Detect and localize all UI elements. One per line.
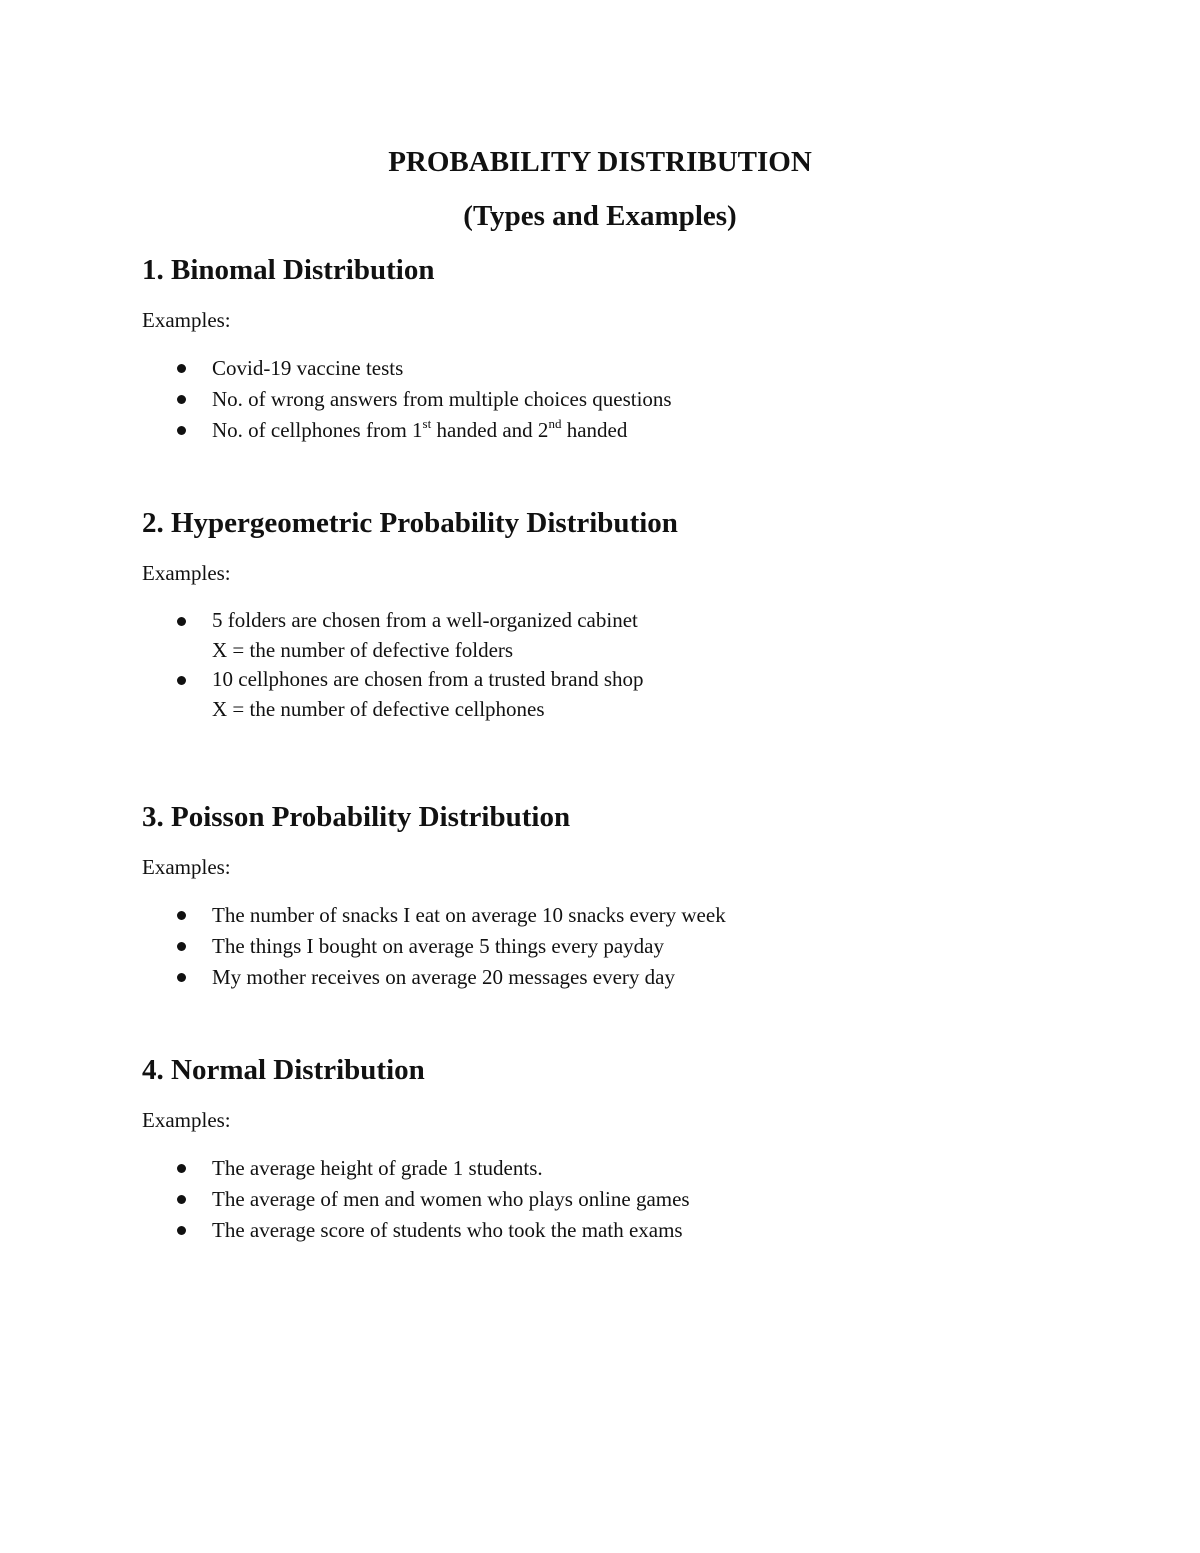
bullet-icon	[177, 426, 186, 435]
list-item-text: My mother receives on average 20 messages every day	[212, 965, 675, 989]
list-item	[142, 1153, 1042, 1184]
section-heading: 2. Hypergeometric Probability Distribution	[142, 507, 678, 539]
list-item	[142, 931, 1042, 962]
bullet-icon	[177, 676, 186, 685]
examples-list	[142, 353, 1042, 446]
list-item-text: The average score of students who took the math exams	[212, 1218, 683, 1242]
list-item-text: No. of wrong answers from multiple choices questions	[212, 387, 672, 411]
list-item-text: 5 folders are chosen from a well-organized cabinet	[212, 608, 638, 632]
list-item	[142, 415, 1042, 446]
list-item	[142, 900, 1042, 931]
bullet-icon	[177, 1164, 186, 1173]
list-item	[142, 665, 1042, 724]
list-item-text: Covid-19 vaccine tests	[212, 356, 404, 380]
bullet-icon	[177, 1226, 186, 1235]
examples-label: Examples:	[142, 561, 231, 585]
section-heading: 3. Poisson Probability Distribution	[142, 801, 571, 833]
bullet-icon	[177, 617, 186, 626]
section-heading: 1. Binomal Distribution	[142, 254, 435, 286]
list-item-text: The number of snacks I eat on average 10 snacks every week	[212, 903, 726, 927]
ordinal-superscript: nd	[548, 416, 562, 431]
examples-list	[142, 900, 1042, 993]
section-heading: 4. Normal Distribution	[142, 1054, 425, 1086]
examples-label: Examples:	[142, 308, 231, 332]
document-subtitle: (Types and Examples)	[463, 200, 737, 232]
bullet-icon	[177, 973, 186, 982]
bullet-icon	[177, 911, 186, 920]
ordinal-superscript: st	[422, 416, 432, 431]
document-title: PROBABILITY DISTRIBUTION	[388, 146, 812, 178]
list-item	[142, 962, 1042, 993]
examples-label: Examples:	[142, 1108, 231, 1132]
examples-list	[142, 1153, 1042, 1246]
list-item-text: 10 cellphones are chosen from a trusted brand shop	[212, 667, 644, 691]
list-item-text-part: handed and 2	[431, 418, 549, 442]
section-hypergeometric	[142, 506, 1142, 721]
list-item-text-part: handed	[561, 418, 628, 442]
bullet-icon	[177, 1195, 186, 1204]
list-item-text: The average height of grade 1 students.	[212, 1156, 543, 1180]
list-item	[142, 353, 1042, 384]
section-normal	[142, 1053, 1142, 1242]
list-item-subtext: X = the number of defective folders	[212, 637, 514, 662]
list-item	[142, 1215, 1042, 1246]
list-item	[142, 384, 1042, 415]
examples-list	[142, 606, 1042, 724]
list-item	[142, 1184, 1042, 1215]
list-item	[142, 606, 1042, 665]
list-item-text: The things I bought on average 5 things every payday	[212, 934, 664, 958]
section-binomial	[142, 253, 1142, 442]
bullet-icon	[177, 395, 186, 404]
bullet-icon	[177, 364, 186, 373]
bullet-icon	[177, 942, 186, 951]
examples-label: Examples:	[142, 855, 231, 879]
list-item-text-part: No. of cellphones from 1	[212, 418, 423, 442]
list-item-subtext: X = the number of defective cellphones	[212, 696, 545, 721]
section-poisson	[142, 800, 1142, 989]
list-item-text: The average of men and women who plays online games	[212, 1187, 690, 1211]
